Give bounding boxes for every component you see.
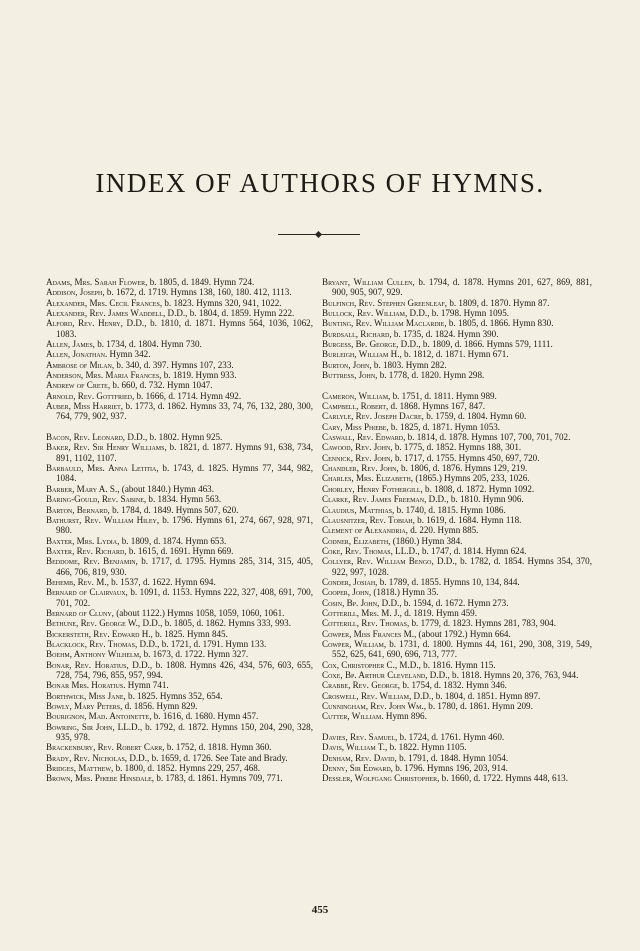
author-details: b. 1616, d. 1680. Hymn 457. (151, 711, 259, 722)
author-name: Barber, Mary A. S., (46, 483, 120, 494)
index-entry (46, 391, 313, 401)
index-entry (322, 318, 592, 328)
author-name: Bowly, Mary Peters, (46, 701, 123, 712)
author-details: b. 1819. Hymn 933. (161, 370, 237, 381)
index-entry (322, 432, 592, 442)
index-entry (46, 494, 313, 504)
author-name: Chandler, Rev. John, (322, 463, 399, 474)
index-entry (322, 505, 592, 515)
index-entry (46, 349, 313, 359)
author-details: b. 1792, d. 1872. Hymns 150, 204, 290, 328, 935, 978. (56, 721, 314, 743)
author-name: Chorley, Henry Fothergill, (322, 483, 423, 494)
author-details: b. 1615, d. 1691. Hymn 669. (126, 545, 234, 556)
index-entry (322, 546, 592, 556)
index-entry (46, 432, 313, 442)
index-entry (322, 660, 592, 670)
index-entry (46, 629, 313, 639)
author-name: Bernard of Cluny, (46, 607, 114, 618)
page-title: INDEX OF AUTHORS OF HYMNS. (95, 168, 545, 198)
author-name: Cutter, William. (322, 711, 384, 722)
author-details: b. 1734, d. 1804. Hymn 730. (94, 339, 202, 350)
author-name: Cawood, Rev. John, (322, 442, 393, 453)
author-name: Campbell, Robert, (322, 401, 389, 412)
page-number: 455 (311, 904, 329, 916)
author-name: Charles, Mrs. Elizabeth, (322, 473, 414, 484)
author-details: b. 1752, d. 1818. Hymn 360. (164, 742, 272, 753)
author-name: Baker, Rev. Sir Henry Williams, (46, 442, 167, 453)
author-name: Bullock, Rev. William, D.D., (322, 308, 430, 319)
author-details: (1818.) Hymn 35. (371, 587, 439, 598)
author-details: Hymn 741. (125, 680, 169, 691)
index-entry (322, 639, 592, 660)
author-name: Allen, James, (46, 339, 95, 350)
index-entry (322, 370, 592, 380)
author-details: b. 1804, d. 1851. Hymn 897. (433, 690, 541, 701)
author-details: b. 1773, d. 1862. Hymns 33, 74, 76, 132, 280, 300, 764, 779, 902, 937. (56, 401, 313, 422)
author-details: b. 1659, d. 1726. See Tate and Brady. (149, 752, 288, 763)
index-entry (46, 711, 313, 721)
author-name: Brady, Rev. Nicholas, D.D., (46, 752, 150, 763)
author-details: b. 1619, d. 1684. Hymn 118. (414, 514, 522, 525)
index-entry (322, 691, 592, 701)
author-details: b. 1743, d. 1825. Hymns 77, 344, 982, 1084. (56, 463, 314, 484)
author-name: Andrew of Crete, (46, 380, 111, 391)
author-details: b. 1825. Hymn 845. (152, 628, 228, 639)
author-details: Hymn 896. (383, 711, 427, 722)
index-entry (46, 587, 313, 608)
index-entry (46, 546, 313, 556)
author-name: Clausnitzer, Rev. Tobiah, (322, 514, 415, 525)
index-entry (322, 680, 592, 690)
author-name: Bourignon, Mad. Antoinette, (46, 711, 152, 722)
index-entry (322, 701, 592, 711)
author-details: d. 220. Hymn 885. (407, 525, 479, 536)
rule-diamond (315, 231, 322, 238)
index-entry (322, 422, 592, 432)
author-name: Bethune, Rev. George W., D.D., (46, 618, 163, 629)
author-details: b. 1796. Hymns 61, 274, 667, 928, 971, 980. (56, 514, 313, 536)
author-name: Boehm, Anthony Wilhelm, (46, 649, 142, 660)
author-name: Denham, Rev. David, (322, 752, 397, 763)
author-details: b. 1805, d. 1849. Hymn 724. (147, 277, 255, 287)
index-entry (322, 773, 592, 783)
index-entry (46, 556, 313, 577)
author-name: Alford, Rev. Henry, D.D., (46, 318, 147, 329)
author-details: b. 1747, d. 1814. Hymn 624. (419, 545, 527, 556)
index-entry (46, 691, 313, 701)
index-entry (46, 308, 313, 318)
index-entry (322, 608, 592, 618)
index-entry (46, 360, 313, 370)
index-entry (322, 598, 592, 608)
index-entry (46, 401, 313, 422)
author-name: Cunningham, Rev. John Wm., (322, 701, 426, 712)
author-details: b. 1091, d. 1153. Hymns 222, 327, 408, 691, 700, 701, 702. (56, 587, 313, 608)
author-details: b. 1808. Hymns 426, 434, 576, 603, 655, 728, 754, 796, 855, 957, 994. (56, 659, 313, 681)
author-details: b. 1810, d. 1871. Hymns 564, 1036, 1062, 1083. (56, 318, 313, 339)
index-entry (46, 660, 313, 681)
author-name: Claudius, Matthias, (322, 504, 395, 515)
author-details: b. 1782, d. 1854. Hymns 354, 370, 922, 997, 1028. (332, 556, 593, 577)
author-details: b. 1796. Hymns 196, 203, 914. (392, 763, 508, 774)
author-name: Blacklock, Rev. Thomas, D.D., (46, 638, 160, 649)
author-details: b. 1803. Hymn 282. (371, 359, 447, 370)
author-details: b. 1808, d. 1872. Hymn 1092. (422, 483, 535, 494)
author-details: b. 1825. Hymns 352, 654. (125, 690, 223, 701)
author-details: b. 1780, d. 1861. Hymn 209. (426, 701, 533, 712)
author-details: b. 1731, d. 1800. Hymns 44, 161, 290, 308, 319, 549, 552, 625, 641, 690, 696, 713, 777. (332, 638, 592, 660)
index-entry (322, 732, 592, 742)
author-name: Denny, Sir Edward, (322, 763, 393, 774)
author-name: Cameron, William, (322, 390, 391, 401)
author-details: b. 1809, d. 1870. Hymn 87. (447, 297, 550, 308)
author-name: Alexander, Rev. James Waddell, D.D., (46, 308, 188, 319)
author-details: d. 1856. Hymn 829. (122, 701, 198, 712)
index-column-right (322, 277, 592, 784)
author-details: b. 1794, d. 1878. Hymns 201, 627, 869, 881, 900, 905, 907, 929. (332, 277, 593, 298)
author-details: b. 1751, d. 1811. Hymn 989. (390, 390, 497, 401)
index-entry (46, 339, 313, 349)
author-name: Baring-Gould, Rev. Sabine, (46, 494, 147, 505)
index-entry (322, 277, 592, 298)
index-entry (46, 484, 313, 494)
author-name: Cowper, William, (322, 638, 387, 649)
author-details: d. 1819. Hymn 459. (401, 607, 477, 618)
index-entry (322, 308, 592, 318)
author-name: Bowring, Sir John, LL.D., (46, 721, 143, 732)
author-details: b. 1798. Hymn 1095. (429, 308, 510, 319)
index-entry (322, 484, 592, 494)
author-details: b. 1660, d. 1722. Hymns 448, 613. (439, 773, 568, 784)
author-name: Caswall, Rev. Edward, (322, 432, 406, 443)
index-entry (46, 722, 313, 743)
author-details: b. 1814, d. 1878. Hymns 107, 700, 701, 702. (405, 432, 571, 443)
author-details: (about 1840.) Hymn 463. (119, 483, 214, 494)
author-details: b. 1809, d. 1866. Hymns 579, 1111. (420, 339, 553, 350)
index-entry (322, 298, 592, 308)
author-details: b. 1823. Hymns 320, 941, 1022. (162, 297, 282, 308)
author-details: b. 1783, d. 1861. Hymns 709, 771. (154, 773, 283, 784)
index-entry (46, 380, 313, 390)
author-details: b. 1740, d. 1815. Hymn 1086. (394, 504, 506, 515)
author-details: b. 1673, d. 1722. Hymn 327. (141, 649, 249, 660)
author-name: Dessler, Wolfgang Christopher, (322, 773, 440, 784)
author-name: Adams, Mrs. Sarah Flower, (46, 277, 148, 287)
author-name: Barbauld, Mrs. Anna Letitia, (46, 463, 159, 474)
author-details: b. 1724, d. 1761. Hymn 460. (397, 732, 505, 743)
author-name: Ambrose of Milan, (46, 359, 115, 370)
index-entry (322, 556, 592, 577)
author-name: Anderson, Mrs. Maria Frances, (46, 370, 162, 381)
index-entry (322, 763, 592, 773)
author-details: b. 1735, d. 1824. Hymn 390. (391, 328, 499, 339)
author-details: b. 1778, d. 1820. Hymn 298. (377, 370, 485, 381)
index-entry (322, 463, 592, 473)
author-name: Brackenbury, Rev. Robert Carr, (46, 742, 165, 753)
author-name: Arnold, Rev. Gottfried, (46, 390, 135, 401)
index-entry (322, 391, 592, 401)
index-entry (322, 587, 592, 597)
index-entry (322, 577, 592, 587)
author-name: Barton, Bernard, (46, 504, 110, 515)
author-details: b. 1717, d. 1795. Hymns 285, 314, 315, 405, 466, 706, 819, 930. (56, 556, 313, 577)
author-name: Behemb, Rev. M., (46, 576, 109, 587)
author-details: b. 1666, d. 1714. Hymn 492. (134, 390, 242, 401)
author-details: b. 1791, d. 1848. Hymn 1054. (396, 752, 509, 763)
index-entry (46, 318, 313, 339)
author-name: Bickersteth, Rev. Edward H., (46, 628, 153, 639)
author-details: b. 1804, d. 1859. Hymn 222. (187, 308, 295, 319)
author-details: b. 1812, d. 1871. Hymn 671. (401, 349, 509, 360)
author-name: Borthwick, Miss Jane, (46, 690, 126, 701)
author-name: Cotterill, Rev. Thomas, (322, 618, 410, 629)
index-entry (46, 608, 313, 618)
author-name: Brown, Mrs. Phœbe Hinsdale, (46, 773, 155, 784)
index-entry (322, 618, 592, 628)
author-details: (1860.) Hymn 384. (390, 535, 463, 546)
index-entry (46, 505, 313, 515)
author-name: Bernard of Clairvaux, (46, 587, 128, 598)
author-details: b. 340, d. 397. Hymns 107, 233. (114, 359, 234, 370)
author-name: Codner, Elizabeth, (322, 535, 391, 546)
index-entry (322, 349, 592, 359)
index-entry (46, 773, 313, 783)
author-details: (about 1792.) Hymn 664. (416, 628, 511, 639)
author-details: b. 660, d. 732. Hymn 1047. (110, 380, 213, 391)
author-name: Clement of Alexandria, (322, 525, 408, 536)
author-name: Burton, John, (322, 359, 372, 370)
author-name: Bulfinch, Rev. Stephen Greenleaf, (322, 297, 448, 308)
author-name: Cary, Miss Phœbe, (322, 421, 389, 432)
author-details: b. 1818. Hymns 20, 376, 763, 944. (449, 670, 579, 681)
index-entry (322, 411, 592, 421)
index-entry (46, 442, 313, 463)
author-name: Buttress, John, (322, 370, 378, 381)
author-name: Burleigh, William H., (322, 349, 402, 360)
author-details: b. 1809, d. 1874. Hymn 653. (119, 535, 227, 546)
author-name: Alexander, Mrs. Cecil Frances, (46, 297, 163, 308)
author-details: b. 1759, d. 1804. Hymn 60. (423, 411, 527, 422)
index-entry (46, 287, 313, 297)
author-name: Cotterill, Mrs. M. J., (322, 607, 402, 618)
index-entry (46, 753, 313, 763)
index-entry (46, 536, 313, 546)
author-name: Conder, Josiah, (322, 576, 378, 587)
author-name: Cowper, Miss Frances M., (322, 628, 417, 639)
author-details: (about 1122.) Hymns 1058, 1059, 1060, 1061. (113, 607, 285, 618)
index-entry (46, 701, 313, 711)
index-entry (322, 525, 592, 535)
author-name: Carlyle, Rev. Joseph Dacre, (322, 411, 424, 422)
author-name: Bryant, William Cullen, (322, 277, 415, 287)
author-name: Burgess, Bp. George, D.D., (322, 339, 421, 350)
author-name: Bunting, Rev. William Maclardie, (322, 318, 447, 329)
author-name: Davies, Rev. Samuel, (322, 732, 398, 743)
author-name: Davis, William T., (322, 742, 388, 753)
index-entry (322, 753, 592, 763)
author-details: b. 1721, d. 1791. Hymn 133. (159, 638, 267, 649)
author-name: Bridges, Matthew, (46, 763, 114, 774)
author-details: b. 1672, d. 1719. Hymns 138, 160, 180. 412, 1113. (104, 287, 292, 298)
author-details: b. 1779, d. 1823. Hymns 281, 783, 904. (409, 618, 556, 629)
author-name: Crabbe, Rev. George, (322, 680, 401, 691)
index-entry (322, 339, 592, 349)
author-details: b. 1789, d. 1855. Hymns 10, 134, 844. (377, 576, 520, 587)
author-name: Addison, Joseph, (46, 287, 105, 298)
author-details: b. 1822. Hymn 1105. (387, 742, 467, 753)
author-name: Bacon, Rev. Leonard, D.D., (46, 432, 148, 443)
index-entry (322, 536, 592, 546)
author-details: Hymn 342. (107, 349, 151, 360)
index-entry (322, 629, 592, 639)
index-entry (322, 742, 592, 752)
author-name: Coxe, Bp. Arthur Cleveland, D.D., (322, 670, 450, 681)
author-details: b. 1537, d. 1622. Hymn 694. (108, 576, 216, 587)
index-entry (322, 494, 592, 504)
author-details: b. 1594, d. 1672. Hymn 273. (401, 597, 509, 608)
author-details: b. 1754, d. 1832. Hymn 346. (400, 680, 507, 691)
author-name: Cooper, John, (322, 587, 372, 598)
author-details: b. 1805, d. 1862. Hymns 333, 993. (162, 618, 291, 629)
author-details: b. 1816. Hymn 115. (420, 659, 496, 670)
author-name: Collyer, Rev. William Bengo, D.D., (322, 556, 457, 567)
index-entry (322, 329, 592, 339)
author-name: Cosin, Bp. John, D.D., (322, 597, 402, 608)
index-entry (46, 639, 313, 649)
index-entry (46, 618, 313, 628)
author-details: b. 1805, d. 1866. Hymn 830. (446, 318, 554, 329)
author-name: Croswell, Rev. William, D.D., (322, 690, 434, 701)
author-details: b. 1784, d. 1849. Hymns 507, 620. (109, 504, 239, 515)
index-entry (46, 680, 313, 690)
index-entry (46, 742, 313, 752)
index-entry (46, 515, 313, 536)
index-entry (46, 763, 313, 773)
author-name: Beddome, Rev. Benjamin, (46, 556, 138, 567)
author-name: Cox, Christopher C., M.D., (322, 659, 421, 670)
index-entry (322, 711, 592, 721)
index-entry (322, 670, 592, 680)
index-entry (46, 298, 313, 308)
author-details: b. 1810. Hymn 906. (448, 494, 524, 505)
index-entry (322, 442, 592, 452)
author-name: Coke, Rev. Thomas, LL.D., (322, 545, 420, 556)
index-entry (322, 515, 592, 525)
index-entry (322, 360, 592, 370)
author-details: b. 1800, d. 1852. Hymns 229, 257, 468. (113, 763, 261, 774)
author-name: Bathurst, Rev. William Hiley, (46, 514, 160, 525)
index-entry (46, 463, 313, 484)
author-details: d. 1868. Hymns 167, 847. (388, 401, 486, 412)
index-entry (46, 370, 313, 380)
index-column-left (46, 277, 313, 784)
author-name: Baxter, Mrs. Lydia, (46, 535, 120, 546)
index-entry (46, 649, 313, 659)
index-entry (46, 277, 313, 287)
title-rule-ornament (278, 232, 360, 238)
author-name: Cennick, Rev. John, (322, 452, 393, 463)
author-details: (1865.) Hymns 205, 233, 1026. (413, 473, 530, 484)
author-details: b. 1834. Hymn 563. (146, 494, 222, 505)
index-entry (322, 401, 592, 411)
author-details: b. 1717, d. 1755. Hymns 450, 697, 720. (392, 452, 540, 463)
author-details: b. 1775, d. 1852. Hymns 188, 301. (392, 442, 522, 453)
author-details: b. 1821, d. 1877. Hymns 91, 638, 734, 891, 1102, 1107. (56, 442, 313, 463)
author-name: Burdsall, Richard, (322, 328, 392, 339)
author-name: Bonar Mrs. Horatius. (46, 680, 126, 691)
author-details: b. 1806, d. 1876. Hymns 129, 219. (398, 463, 528, 474)
author-name: Bonar, Rev. Horatius, D.D., (46, 659, 153, 670)
index-entry (46, 577, 313, 587)
author-name: Allen, Jonathan. (46, 349, 108, 360)
author-details: b. 1825, d. 1871. Hymn 1053. (388, 421, 501, 432)
author-details: b. 1802. Hymn 925. (147, 432, 223, 443)
author-name: Baxter, Rev. Richard, (46, 545, 127, 556)
index-entry (322, 473, 592, 483)
author-name: Auber, Miss Harriet, (46, 401, 124, 412)
author-name: Clarke, Rev. James Freeman, D.D., (322, 494, 449, 505)
index-entry (322, 453, 592, 463)
